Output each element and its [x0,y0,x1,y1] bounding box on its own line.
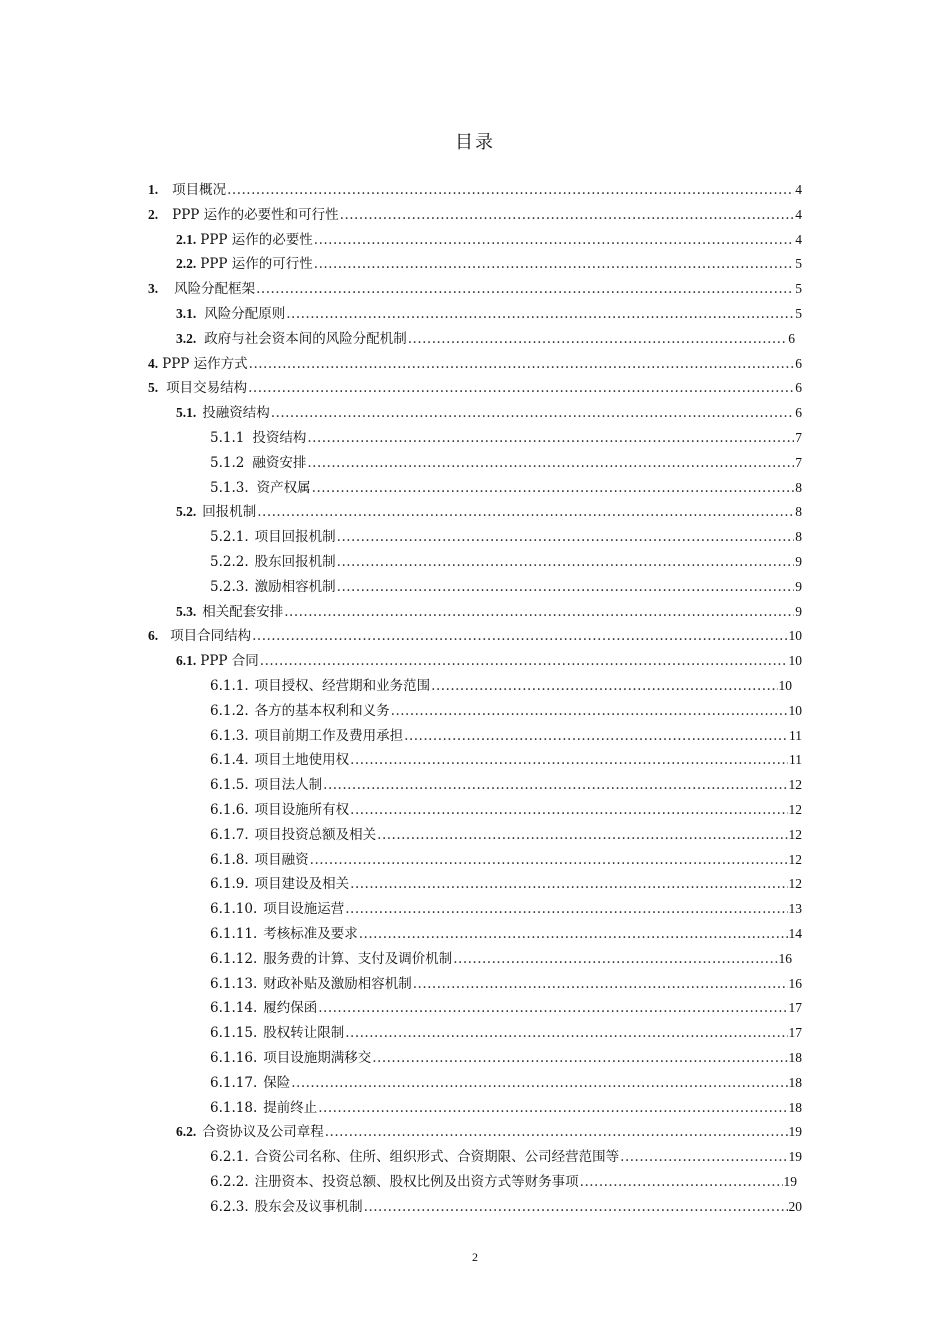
toc-entry[interactable] [210,848,802,870]
toc-entry[interactable] [210,1071,802,1093]
dot-leader [337,579,795,595]
toc-entry-page: 8 [795,529,802,545]
toc-entry-label: 考核标准及要求 [263,926,358,942]
dot-leader [257,504,794,520]
dot-leader [337,529,795,545]
toc-entry-page: 17 [788,1025,802,1041]
toc-entry-page: 19 [788,1149,802,1165]
toc-entry-label: 项目设施所有权 [254,802,350,818]
toc-entry-label: 激励相容机制 [254,578,336,595]
toc-entry[interactable] [176,228,802,250]
toc-entry-page: 12 [788,777,802,793]
dot-leader [286,306,794,322]
toc-entry[interactable] [210,1021,802,1043]
toc-entry-page: 6 [795,405,802,421]
toc-entry[interactable] [148,352,802,374]
dot-leader [391,703,788,719]
toc-entry[interactable] [148,277,802,299]
toc-entry-label: PPP 运作方式 [162,355,248,372]
toc-entry-page: 5 [795,281,802,297]
dot-leader [377,827,787,843]
toc-entry-number: 5.1.3. [210,479,249,496]
toc-entry-label: 各方的基本权利和义务 [254,702,390,719]
toc-entry-page: 6 [795,380,802,396]
toc-entry-number: 6.1.6. [210,802,249,818]
toc-entry-label: 资产权属 [256,479,311,496]
toc-entry-page: 19 [783,1174,797,1189]
toc-entry[interactable] [210,748,802,770]
toc-entry[interactable] [210,1195,802,1217]
dot-leader [350,876,787,892]
dot-leader [325,1124,788,1140]
toc-entry-page: 12 [788,802,802,817]
toc-entry-page: 9 [795,578,802,594]
dot-leader [413,976,788,992]
toc-entry[interactable] [210,996,802,1018]
toc-entry[interactable] [210,1145,802,1167]
toc-entry[interactable] [176,401,802,423]
toc-entry-number: 5.1. [176,405,197,421]
toc-entry-label: 服务费的计算、支付及调价机制 [263,950,453,967]
toc-entry[interactable] [210,1170,797,1192]
toc-entry-number: 6.1.18. [210,1099,258,1116]
toc-entry-number: 5.2.2. [210,554,249,570]
toc-entry[interactable] [148,203,802,225]
toc-entry-number: 5.2.1. [210,529,249,546]
toc-entry-label: 提前终止 [263,1099,318,1116]
toc-entry-page: 5 [795,306,802,321]
toc-entry-label: 项目设施运营 [263,901,345,918]
toc-entry-label: 股东会及议事机制 [254,1198,363,1215]
toc-entry-label: PPP 运作的必要性 [200,231,313,248]
dot-leader [372,1050,787,1066]
toc-entry-number: 5.1.2 [210,454,245,471]
dot-leader [284,604,794,620]
dot-leader [345,901,787,917]
toc-entry-label: 项目投资总额及相关 [254,826,377,843]
toc-entry-label: 项目回报机制 [254,529,336,546]
toc-entry-number: 6.1.3. [210,727,249,744]
dot-leader [260,653,788,669]
dot-leader [580,1174,783,1190]
toc-entry-page: 8 [795,479,802,495]
toc-entry-number: 6.2.2. [210,1174,249,1190]
toc-entry-page: 18 [788,1074,802,1090]
toc-entry-page: 20 [788,1198,802,1214]
toc-entry-number: 1. [148,182,159,197]
toc-entry-number: 6.1.16. [210,1050,258,1066]
toc-entry[interactable] [176,1120,802,1142]
toc-entry[interactable] [176,649,802,671]
toc-entry-page: 9 [795,554,802,569]
toc-entry-page: 6 [795,355,802,371]
toc-entry-label: 融资安排 [252,454,307,471]
dot-leader [404,728,788,744]
toc-entry[interactable] [148,624,802,646]
toc-entry-number: 6.1. [176,653,197,669]
toc-entry-label: 项目交易结构 [166,380,248,397]
dot-leader [408,331,788,347]
toc-entry-page: 13 [788,901,802,917]
toc-entry[interactable] [176,252,802,274]
toc-entry-page: 4 [795,206,802,222]
dot-leader [312,480,795,496]
toc-entry-label: 风险分配框架 [174,281,256,298]
toc-entry-number: 6.2.3. [210,1198,249,1215]
toc-entry-number: 6.1.17. [210,1074,258,1091]
toc-entry-label: 合资协议及公司章程 [202,1124,324,1141]
toc-entry-number: 6.1.12. [210,950,258,967]
toc-entry-page: 10 [788,628,802,644]
toc-entry-label: 合资公司名称、住所、组织形式、合资期限、公司经营范围等 [254,1149,620,1166]
dot-leader [307,430,794,446]
toc-entry-label: 项目前期工作及费用承担 [254,727,404,744]
dot-leader [359,926,788,942]
toc-entry-number: 6. [148,628,159,644]
toc-entry-number: 6.1.14. [210,1000,258,1017]
toc-entry[interactable] [176,302,802,324]
toc-entry[interactable] [210,426,802,448]
toc-entry-number: 6.1.15. [210,1025,258,1042]
toc-entry-number: 3.1. [176,306,197,321]
dot-leader [314,232,794,248]
toc-entry-page: 12 [788,826,802,842]
toc-entry-label: PPP 合同 [200,653,259,670]
dot-leader [249,356,795,372]
dot-leader [256,281,794,297]
toc-entry-page: 16 [788,975,802,991]
toc-entry[interactable] [210,798,802,820]
toc-entry-page: 7 [795,430,802,445]
toc-entry-label: 股东回报机制 [254,554,336,570]
toc-entry-number: 6.1.5. [210,777,249,794]
toc-entry-page: 12 [788,851,802,867]
toc-entry-number: 5.1.1 [210,430,245,446]
toc-entry-label: 风险分配原则 [204,306,286,322]
toc-entry[interactable] [210,550,802,572]
dot-leader [252,628,787,644]
dot-leader [318,1100,787,1116]
toc-entry-page: 14 [788,926,802,941]
toc-entry[interactable] [210,773,802,795]
toc-entry-label: 项目法人制 [254,777,323,794]
toc-entry-label: 履约保函 [263,1000,318,1017]
toc-entry-label: 项目授权、经营期和业务范围 [254,678,431,694]
toc-entry-number: 3.2. [176,330,197,346]
toc-title: 目录 [455,132,495,153]
toc-entry-page: 10 [778,678,792,693]
page-number: 2 [472,1250,478,1264]
toc-entry-page: 4 [795,231,802,247]
toc-entry-number: 6.1.13. [210,975,258,992]
toc-entry-number: 6.1.2. [210,702,249,719]
toc-entry-number: 6.2. [176,1124,197,1140]
toc-entry-page: 11 [789,727,802,743]
dot-leader [364,1199,788,1215]
dot-leader [318,1000,787,1016]
toc-entry-label: 保险 [263,1074,291,1091]
toc-entry-page: 6 [788,330,795,346]
toc-entry-label: 项目建设及相关 [254,876,350,893]
toc-entry[interactable] [176,327,795,349]
toc-entry-number: 6.1.1. [210,678,249,694]
toc-entry-number: 2. [148,206,159,222]
toc-entry-number: 6.1.8. [210,851,249,868]
toc-entry-page: 9 [795,603,802,619]
toc-entry-label: 项目融资 [254,851,309,868]
toc-entry-page: 18 [788,1050,802,1065]
toc-entry-number: 5.2.3. [210,578,249,595]
toc-entry-number: 5.2. [176,504,197,520]
toc-entry-label: 注册资本、投资总额、股权比例及出资方式等财务事项 [254,1174,579,1190]
dot-leader [350,752,788,768]
toc-entry-label: 相关配套安排 [202,603,284,620]
toc-entry[interactable] [210,922,802,944]
toc-entry-number: 2.1. [176,231,197,247]
toc-entry-number: 5. [148,380,159,396]
toc-entry-label: 项目概况 [172,182,227,198]
dot-leader [323,777,787,793]
dot-leader [248,380,794,396]
toc-entry-page: 5 [795,256,802,272]
dot-leader [350,802,787,818]
toc-entry-label: 政府与社会资本间的风险分配机制 [204,330,407,347]
dot-leader [291,1075,787,1091]
toc-entry-label: PPP 运作的必要性和可行性 [172,206,339,223]
toc-entry[interactable] [210,823,802,845]
toc-entry-label: PPP 运作的可行性 [200,256,313,273]
toc-entry-number: 6.1.9. [210,876,249,893]
toc-entry-number: 5.3. [176,603,197,619]
dot-leader [314,256,794,272]
toc-entry[interactable] [148,376,802,398]
toc-entry[interactable] [210,947,792,969]
toc-entry[interactable] [210,699,802,721]
dot-leader [271,405,795,421]
toc-entry-page: 19 [788,1124,802,1140]
toc-entry-number: 6.1.11. [210,926,258,942]
toc-entry-page: 11 [789,752,802,768]
toc-entry[interactable] [210,476,802,498]
dot-leader [307,455,794,471]
toc-entry[interactable] [210,897,802,919]
toc-entry[interactable] [176,500,802,522]
toc-entry[interactable] [210,1096,802,1118]
toc-entry-label: 项目土地使用权 [254,752,350,769]
dot-leader [431,678,777,694]
toc-entry-number: 6.1.10. [210,901,258,918]
dot-leader [337,554,795,570]
toc-entry-label: 项目合同结构 [170,628,252,645]
toc-entry-page: 4 [795,182,802,197]
toc-entry[interactable] [176,600,802,622]
toc-entry-page: 8 [795,504,802,520]
toc-entry-page: 17 [788,1000,802,1016]
dot-leader [345,1025,787,1041]
toc-entry[interactable] [210,1046,802,1068]
toc-entry-label: 财政补贴及激励相容机制 [263,975,412,992]
toc-entry-number: 6.1.7. [210,826,249,843]
toc-entry-page: 16 [778,950,792,966]
dot-leader [340,207,795,223]
toc-entry[interactable] [210,451,802,473]
toc-entry-label: 回报机制 [202,504,257,521]
toc-entry[interactable] [210,575,802,597]
toc-entry[interactable] [210,872,802,894]
dot-leader [310,852,788,868]
dot-leader [227,182,794,198]
toc-entry-page: 12 [788,876,802,892]
toc-entry-page: 10 [788,653,802,669]
toc-entry-page: 7 [795,454,802,470]
dot-leader [453,951,777,967]
toc-entry[interactable] [210,674,792,696]
toc-entry[interactable] [210,972,802,994]
toc-entry-number: 3. [148,281,159,297]
toc-entry-number: 6.2.1. [210,1149,249,1166]
toc-entry[interactable] [210,724,802,746]
toc-entry-label: 投资结构 [252,430,307,446]
toc-entry-label: 项目设施期满移交 [263,1050,372,1066]
toc-entry-label: 投融资结构 [202,405,270,422]
toc-entry[interactable] [148,178,802,200]
dot-leader [620,1149,787,1165]
toc-entry-page: 18 [788,1099,802,1115]
toc-entry-label: 股权转让限制 [263,1025,345,1042]
toc-entry[interactable] [210,525,802,547]
toc-entry-number: 6.1.4. [210,752,249,769]
toc-entry-page: 10 [788,702,802,718]
toc-entry-number: 2.2. [176,256,197,272]
toc-entry-number: 4. [148,355,159,371]
